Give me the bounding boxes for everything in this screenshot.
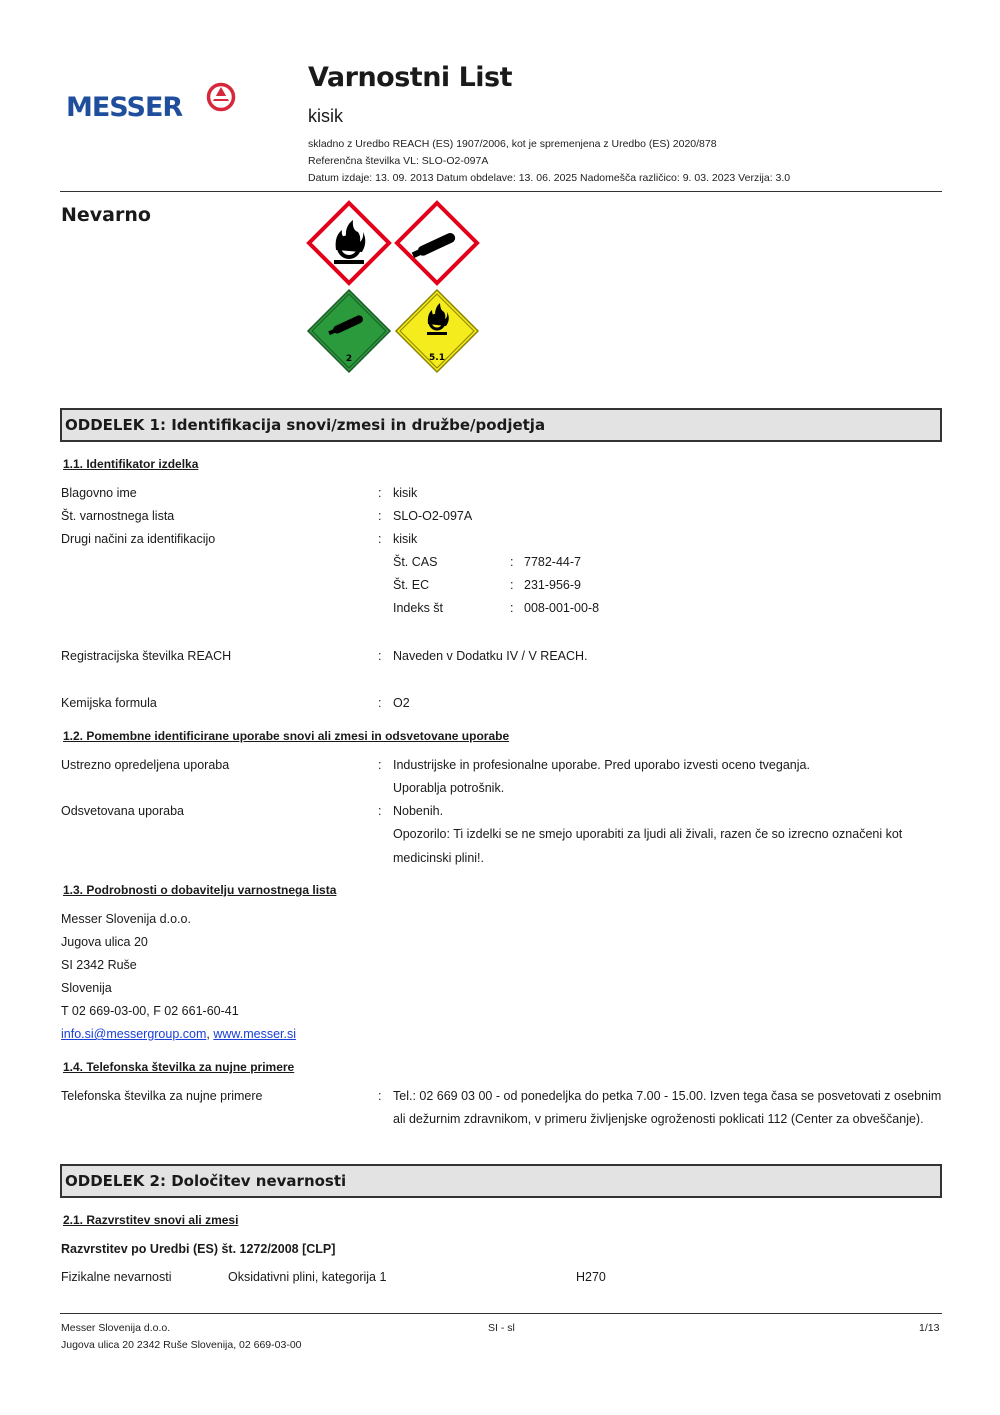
section-1-title: ODDELEK 1: Identifikacija snovi/zmesi in družbe/podjetja [65, 416, 546, 434]
signal-word: Nevarno [61, 204, 151, 226]
reach-value: Naveden v Dodatku IV / V REACH. [393, 649, 588, 663]
identified-use-line-1: Industrijske in profesionalne uporabe. Pred uporabo izvesti oceno tveganja. [393, 758, 810, 772]
sds-number-value: SLO-O2-097A [393, 509, 473, 523]
index-value: 008-001-00-8 [524, 601, 600, 615]
colon: : [510, 601, 514, 615]
hazard-statement-code: H270 [576, 1270, 606, 1284]
identified-use-label: Ustrezno opredeljena uporaba [61, 758, 230, 772]
footer-page-number: 1/13 [919, 1322, 940, 1334]
dates-version: Datum izdaje: 13. 09. 2013 Datum obdelave: 13. 06. 2025 Nadomešča različico: 9. 03. 2023 Verzija: 3.0 [308, 172, 791, 184]
hazard-category: Oksidativni plini, kategorija 1 [228, 1270, 387, 1284]
ec-label: Št. EC [393, 578, 430, 592]
adr-class-5-1-label: 5.1 [429, 353, 445, 363]
adr-class-2-icon [308, 290, 390, 372]
formula-value: O2 [393, 696, 410, 710]
advised-against-line-2: Opozorilo: Ti izdelki se ne smejo uporabiti za ljudi ali živali, razen če so izrecno označeni kot [393, 827, 903, 841]
other-identification-value: kisik [393, 532, 418, 546]
supplier-country: Slovenija [61, 981, 112, 995]
supplier-phone: T 02 669-03-00, F 02 661-60-41 [61, 1004, 239, 1018]
colon: : [378, 532, 382, 546]
messer-logo [66, 82, 236, 126]
colon: : [378, 1089, 382, 1103]
footer-language: SI - sl [488, 1322, 515, 1334]
other-identification-label: Drugi načini za identifikacijo [61, 532, 216, 546]
trade-name-label: Blagovno ime [61, 486, 137, 500]
colon: : [378, 804, 382, 818]
trade-name-value: kisik [393, 486, 418, 500]
section-2-header [60, 1164, 942, 1198]
email-link[interactable]: info.si@messergroup.com [61, 1027, 207, 1041]
section-2-title: ODDELEK 2: Določitev nevarnosti [65, 1172, 347, 1190]
messer-emblem-icon [206, 82, 236, 112]
clp-classification-title: Razvrstitev po Uredbi (ES) št. 1272/2008 [CLP] [61, 1242, 336, 1256]
identified-use-line-2: Uporablja potrošnik. [393, 781, 505, 795]
supplier-city: SI 2342 Ruše [61, 958, 137, 972]
ec-value: 231-956-9 [524, 578, 581, 592]
logo-text: MESSER [66, 92, 183, 123]
website-link[interactable]: www.messer.si [213, 1027, 296, 1041]
subsection-2-1-title: 2.1. Razvrstitev snovi ali zmesi [63, 1213, 239, 1227]
supplier-street: Jugova ulica 20 [61, 935, 148, 949]
sds-reference: Referenčna številka VL: SLO-O2-097A [308, 155, 489, 167]
product-name: kisik [308, 106, 343, 126]
subsection-1-4-title: 1.4. Telefonska številka za nujne primere [63, 1060, 295, 1074]
index-label: Indeks št [393, 601, 444, 615]
colon: : [510, 578, 514, 592]
hazard-pictograms [306, 200, 482, 376]
colon: : [378, 758, 382, 772]
adr-class-5-1-icon [396, 290, 478, 372]
subsection-1-2-title: 1.2. Pomembne identificirane uporabe snovi ali zmesi in odsvetovane uporabe [63, 729, 510, 743]
footer-divider [60, 1313, 942, 1314]
footer-company: Messer Slovenija d.o.o. [61, 1322, 171, 1334]
emergency-phone-line-1: Tel.: 02 669 03 00 - od ponedeljka do petka 7.00 - 15.00. Izven tega časa se posvetovati z osebnim [393, 1089, 942, 1103]
colon: : [510, 555, 514, 569]
emergency-phone-line-2: ali dežurnim zdravnikom, v primeru življenjske ogroženosti poklicati 112 (Center za obveščanje). [393, 1112, 924, 1126]
sds-number-label: Št. varnostnega lista [61, 509, 175, 523]
reach-label: Registracijska številka REACH [61, 649, 232, 663]
colon: : [378, 649, 382, 663]
cas-label: Št. CAS [393, 555, 438, 569]
adr-class-2-label: 2 [345, 354, 353, 364]
advised-against-line-1: Nobenih. [393, 804, 444, 818]
colon: : [378, 509, 382, 523]
header-divider [60, 191, 942, 192]
advised-against-line-3: medicinski plini!. [393, 851, 485, 865]
colon: : [378, 696, 382, 710]
gas-cylinder-icon [397, 203, 477, 283]
subsection-1-1-title: 1.1. Identifikator izdelka [63, 457, 199, 471]
contact-separator: , [206, 1027, 214, 1041]
hazard-class: Fizikalne nevarnosti [61, 1270, 172, 1284]
footer-address: Jugova ulica 20 2342 Ruše Slovenija, 02 669-03-00 [61, 1339, 302, 1351]
document-title: Varnostni List [308, 62, 513, 93]
colon: : [378, 486, 382, 500]
emergency-phone-label: Telefonska številka za nujne primere [61, 1089, 263, 1103]
supplier-company: Messer Slovenija d.o.o. [61, 912, 191, 926]
cas-value: 7782-44-7 [524, 555, 581, 569]
regulation-line: skladno z Uredbo REACH (ES) 1907/2006, kot je spremenjena z Uredbo (ES) 2020/878 [308, 138, 717, 150]
advised-against-label: Odsvetovana uporaba [61, 804, 185, 818]
section-1-header [60, 408, 942, 442]
subsection-1-3-title: 1.3. Podrobnosti o dobavitelju varnostnega lista [63, 883, 337, 897]
flame-over-circle-icon [309, 203, 389, 283]
supplier-contacts [61, 1027, 296, 1041]
formula-label: Kemijska formula [61, 696, 157, 710]
